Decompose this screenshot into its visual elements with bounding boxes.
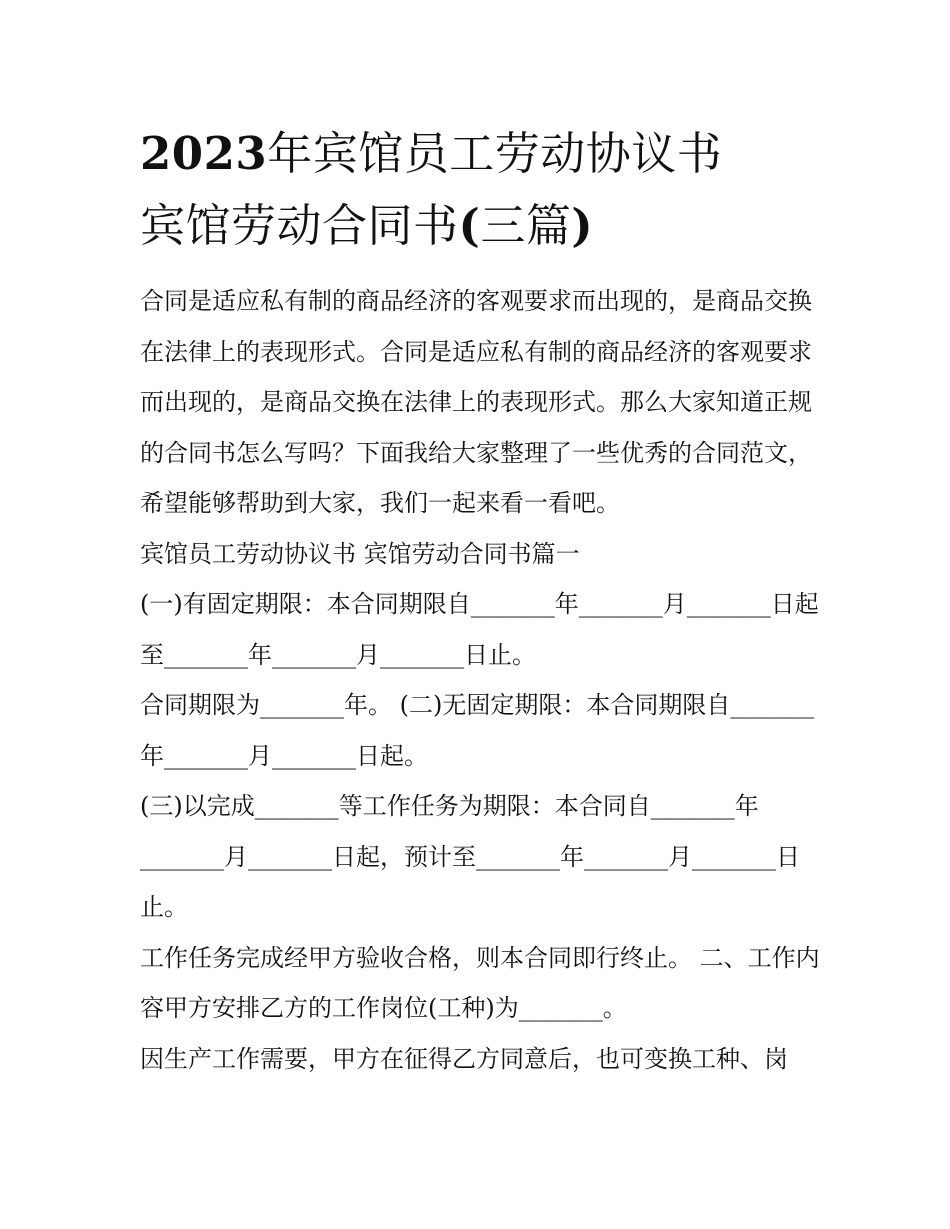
clause-task-term: (三)以完成_______等工作任务为期限：本合同自_______年_______月_______日起，预计至_______年_______月_______日止。 bbox=[140, 792, 800, 921]
document-body bbox=[140, 276, 820, 1084]
clause-term-length: 合同期限为_______年。 (二)无固定期限：本合同期限自_______年_______月_______日起。 bbox=[140, 691, 815, 770]
clause-job-change: 因生产工作需要，甲方在征得乙方同意后，也可变换工种、岗 bbox=[140, 1044, 788, 1073]
clause-fixed-term: (一)有固定期限：本合同期限自_______年_______月_______日起至_______年_______月_______日止。 bbox=[140, 590, 819, 669]
title-close-paren: ) bbox=[571, 199, 594, 252]
title-open-paren: ( bbox=[458, 199, 481, 252]
clause-task-completion: 工作任务完成经甲方验收合格，则本合同即行终止。 二、工作内容甲方安排乙方的工作岗位(工种)为_______。 bbox=[140, 943, 820, 1022]
section-heading: 宾馆员工劳动协议书 宾馆劳动合同书篇一 bbox=[140, 539, 580, 568]
title-line2-text: 宾馆劳动合同书 bbox=[140, 199, 459, 252]
document-title bbox=[140, 118, 820, 262]
title-line2-inner: 三篇 bbox=[480, 199, 572, 252]
title-line1-text: 年宾馆员工劳动协议书 bbox=[267, 127, 723, 180]
intro-paragraph: 合同是适应私有制的商品经济的客观要求而出现的，是商品交换在法律上的表现形式。合同是适应私有制的商品经济的客观要求而出现的，是商品交换在法律上的表现形式。那么大家知道正规的合同书怎么写吗？下面我给大家整理了一些优秀的合同范文，希望能够帮助到大家，我们一起来看一看吧。 bbox=[140, 287, 812, 517]
title-year: 2023 bbox=[140, 127, 268, 180]
